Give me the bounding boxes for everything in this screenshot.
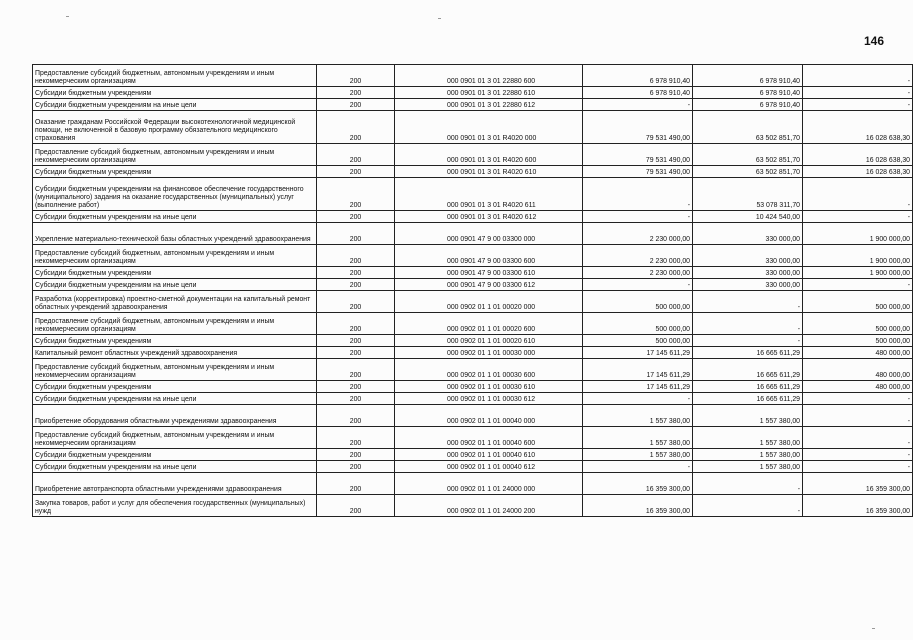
table-row [33,381,913,393]
row-amount-remaining: - [803,427,913,449]
row-classifier-code: 000 0902 01 1 01 00030 610 [395,381,583,393]
table-row [33,359,913,381]
row-amount-executed: - [693,473,803,495]
row-amount-remaining: - [803,99,913,111]
row-name: Предоставление субсидий бюджетным, автономным учреждениям и иным некоммерческим организациям [33,144,317,166]
row-code: 200 [317,473,395,495]
table-row [33,393,913,405]
row-classifier-code: 000 0902 01 1 01 00020 610 [395,335,583,347]
row-amount-remaining: 500 000,00 [803,291,913,313]
row-amount-approved: 2 230 000,00 [583,267,693,279]
row-classifier-code: 000 0902 01 1 01 00040 600 [395,427,583,449]
table-row [33,65,913,87]
row-classifier-code: 000 0901 01 3 01 22880 610 [395,87,583,99]
table-row [33,178,913,211]
row-amount-approved: 17 145 611,29 [583,381,693,393]
row-amount-approved: 1 557 380,00 [583,405,693,427]
row-amount-remaining: - [803,393,913,405]
row-amount-approved: 2 230 000,00 [583,223,693,245]
row-code: 200 [317,65,395,87]
row-classifier-code: 000 0901 01 3 01 22880 600 [395,65,583,87]
row-classifier-code: 000 0902 01 1 01 00020 600 [395,313,583,335]
row-name: Субсидии бюджетным учреждениям на финансовое обеспечение государственного (муниципального) задания на оказание государственных (муниципальных) услуг (выполнение работ) [33,178,317,211]
scan-mark [438,18,441,19]
row-code: 200 [317,449,395,461]
row-amount-approved: 79 531 490,00 [583,166,693,178]
row-amount-approved: 500 000,00 [583,291,693,313]
row-amount-executed: 6 978 910,40 [693,65,803,87]
budget-table [32,64,913,517]
row-amount-approved: - [583,279,693,291]
table-row [33,347,913,359]
row-amount-approved: 2 230 000,00 [583,245,693,267]
row-amount-approved: 79 531 490,00 [583,144,693,166]
table-row [33,245,913,267]
row-amount-remaining: 16 028 638,30 [803,144,913,166]
row-amount-approved: 500 000,00 [583,313,693,335]
row-classifier-code: 000 0902 01 1 01 00040 610 [395,449,583,461]
row-name: Укрепление материально-технической базы областных учреждений здравоохранения [33,223,317,245]
row-name: Субсидии бюджетным учреждениям [33,166,317,178]
row-name: Субсидии бюджетным учреждениям на иные цели [33,99,317,111]
table-row [33,99,913,111]
row-amount-executed: 6 978 910,40 [693,99,803,111]
row-name: Субсидии бюджетным учреждениям [33,267,317,279]
row-name: Оказание гражданам Российской Федерации высокотехнологичной медицинской помощи, не включенной в базовую программу обязательного медицинского страхования [33,111,317,144]
row-classifier-code: 000 0901 01 3 01 R4020 000 [395,111,583,144]
row-code: 200 [317,144,395,166]
row-amount-remaining: - [803,449,913,461]
row-amount-executed: 16 665 611,29 [693,347,803,359]
table-row [33,449,913,461]
row-name: Предоставление субсидий бюджетным, автономным учреждениям и иным некоммерческим организациям [33,65,317,87]
row-amount-approved: 6 978 910,40 [583,65,693,87]
row-amount-executed: 1 557 380,00 [693,449,803,461]
row-amount-executed: - [693,495,803,517]
table-row [33,495,913,517]
row-amount-remaining: - [803,279,913,291]
row-code: 200 [317,359,395,381]
row-amount-approved: - [583,393,693,405]
row-amount-executed: 6 978 910,40 [693,87,803,99]
table-row [33,291,913,313]
row-amount-executed: 330 000,00 [693,279,803,291]
row-classifier-code: 000 0902 01 1 01 00030 000 [395,347,583,359]
row-name: Субсидии бюджетным учреждениям [33,381,317,393]
row-amount-remaining: - [803,178,913,211]
row-classifier-code: 000 0902 01 1 01 00030 612 [395,393,583,405]
row-name: Капитальный ремонт областных учреждений здравоохранения [33,347,317,359]
row-code: 200 [317,267,395,279]
row-amount-executed: 1 557 380,00 [693,405,803,427]
row-amount-remaining: 16 359 300,00 [803,495,913,517]
table-row [33,144,913,166]
table-row [33,211,913,223]
row-amount-executed: 16 665 611,29 [693,359,803,381]
row-amount-remaining: 480 000,00 [803,381,913,393]
row-classifier-code: 000 0901 47 9 00 03300 610 [395,267,583,279]
row-amount-approved: - [583,211,693,223]
row-amount-remaining: 16 028 638,30 [803,111,913,144]
row-classifier-code: 000 0902 01 1 01 24000 000 [395,473,583,495]
row-amount-remaining: 480 000,00 [803,347,913,359]
row-code: 200 [317,335,395,347]
table-row [33,279,913,291]
row-amount-approved: 6 978 910,40 [583,87,693,99]
row-code: 200 [317,87,395,99]
row-name: Субсидии бюджетным учреждениям на иные цели [33,393,317,405]
row-code: 200 [317,347,395,359]
row-code: 200 [317,245,395,267]
row-name: Предоставление субсидий бюджетным, автономным учреждениям и иным некоммерческим организациям [33,313,317,335]
row-amount-remaining: 16 359 300,00 [803,473,913,495]
row-amount-remaining: 480 000,00 [803,359,913,381]
row-amount-executed: 330 000,00 [693,223,803,245]
row-name: Субсидии бюджетным учреждениям [33,87,317,99]
row-amount-executed: 63 502 851,70 [693,166,803,178]
row-amount-approved: 1 557 380,00 [583,449,693,461]
row-amount-executed: 53 078 311,70 [693,178,803,211]
row-amount-executed: 63 502 851,70 [693,144,803,166]
row-classifier-code: 000 0901 01 3 01 R4020 611 [395,178,583,211]
row-code: 200 [317,495,395,517]
row-code: 200 [317,211,395,223]
row-amount-executed: 1 557 380,00 [693,427,803,449]
table-row [33,473,913,495]
row-amount-remaining: - [803,461,913,473]
row-name: Предоставление субсидий бюджетным, автономным учреждениям и иным некоммерческим организациям [33,245,317,267]
table-row [33,166,913,178]
row-amount-approved: 16 359 300,00 [583,495,693,517]
table-row [33,223,913,245]
row-name: Субсидии бюджетным учреждениям на иные цели [33,461,317,473]
page-number: 146 [864,34,885,48]
row-amount-remaining: 16 028 638,30 [803,166,913,178]
row-name: Приобретение оборудования областными учреждениями здравоохранения [33,405,317,427]
row-name: Закупка товаров, работ и услуг для обеспечения государственных (муниципальных) нужд [33,495,317,517]
row-code: 200 [317,427,395,449]
row-classifier-code: 000 0901 47 9 00 03300 600 [395,245,583,267]
row-name: Разработка (корректировка) проектно-сметной документации на капитальный ремонт областных учреждений здравоохранения [33,291,317,313]
table-row [33,267,913,279]
row-classifier-code: 000 0901 01 3 01 R4020 612 [395,211,583,223]
row-amount-executed: 16 665 611,29 [693,393,803,405]
row-code: 200 [317,99,395,111]
row-name: Субсидии бюджетным учреждениям [33,449,317,461]
table-row [33,335,913,347]
row-amount-approved: 79 531 490,00 [583,111,693,144]
row-code: 200 [317,111,395,144]
row-amount-executed: - [693,291,803,313]
row-amount-executed: - [693,313,803,335]
row-name: Субсидии бюджетным учреждениям на иные цели [33,279,317,291]
row-classifier-code: 000 0901 47 9 00 03300 000 [395,223,583,245]
scan-mark [66,16,69,17]
row-amount-executed: 16 665 611,29 [693,381,803,393]
row-amount-executed: 10 424 540,00 [693,211,803,223]
table-row [33,427,913,449]
row-amount-approved: 16 359 300,00 [583,473,693,495]
row-amount-remaining: 500 000,00 [803,313,913,335]
row-classifier-code: 000 0901 01 3 01 22880 612 [395,99,583,111]
row-code: 200 [317,223,395,245]
row-name: Субсидии бюджетным учреждениям [33,335,317,347]
row-amount-approved: 1 557 380,00 [583,427,693,449]
row-amount-remaining: 1 900 000,00 [803,223,913,245]
row-classifier-code: 000 0902 01 1 01 00040 000 [395,405,583,427]
table-row [33,461,913,473]
row-code: 200 [317,381,395,393]
table-row [33,111,913,144]
row-amount-executed: 330 000,00 [693,245,803,267]
row-amount-remaining: - [803,65,913,87]
row-classifier-code: 000 0902 01 1 01 00020 000 [395,291,583,313]
row-name: Предоставление субсидий бюджетным, автономным учреждениям и иным некоммерческим организациям [33,427,317,449]
table-row [33,87,913,99]
row-code: 200 [317,166,395,178]
row-classifier-code: 000 0902 01 1 01 00030 600 [395,359,583,381]
row-name: Приобретение автотранспорта областными учреждениями здравоохранения [33,473,317,495]
row-amount-approved: 17 145 611,29 [583,347,693,359]
scan-mark [872,628,875,629]
row-code: 200 [317,279,395,291]
row-code: 200 [317,393,395,405]
row-amount-executed: 330 000,00 [693,267,803,279]
row-code: 200 [317,291,395,313]
row-name: Предоставление субсидий бюджетным, автономным учреждениям и иным некоммерческим организациям [33,359,317,381]
row-classifier-code: 000 0901 01 3 01 R4020 610 [395,166,583,178]
row-amount-remaining: 1 900 000,00 [803,245,913,267]
row-code: 200 [317,461,395,473]
row-amount-remaining: - [803,87,913,99]
row-classifier-code: 000 0901 01 3 01 R4020 600 [395,144,583,166]
row-classifier-code: 000 0901 47 9 00 03300 612 [395,279,583,291]
row-classifier-code: 000 0902 01 1 01 24000 200 [395,495,583,517]
row-amount-remaining: 1 900 000,00 [803,267,913,279]
table-row [33,313,913,335]
row-name: Субсидии бюджетным учреждениям на иные цели [33,211,317,223]
row-amount-executed: 63 502 851,70 [693,111,803,144]
row-code: 200 [317,178,395,211]
row-amount-approved: - [583,99,693,111]
row-amount-executed: - [693,335,803,347]
row-amount-approved: - [583,178,693,211]
row-code: 200 [317,313,395,335]
row-amount-remaining: - [803,405,913,427]
row-amount-remaining: - [803,211,913,223]
row-amount-approved: 17 145 611,29 [583,359,693,381]
table-row [33,405,913,427]
row-classifier-code: 000 0902 01 1 01 00040 612 [395,461,583,473]
row-code: 200 [317,405,395,427]
row-amount-executed: 1 557 380,00 [693,461,803,473]
row-amount-approved: - [583,461,693,473]
row-amount-approved: 500 000,00 [583,335,693,347]
row-amount-remaining: 500 000,00 [803,335,913,347]
